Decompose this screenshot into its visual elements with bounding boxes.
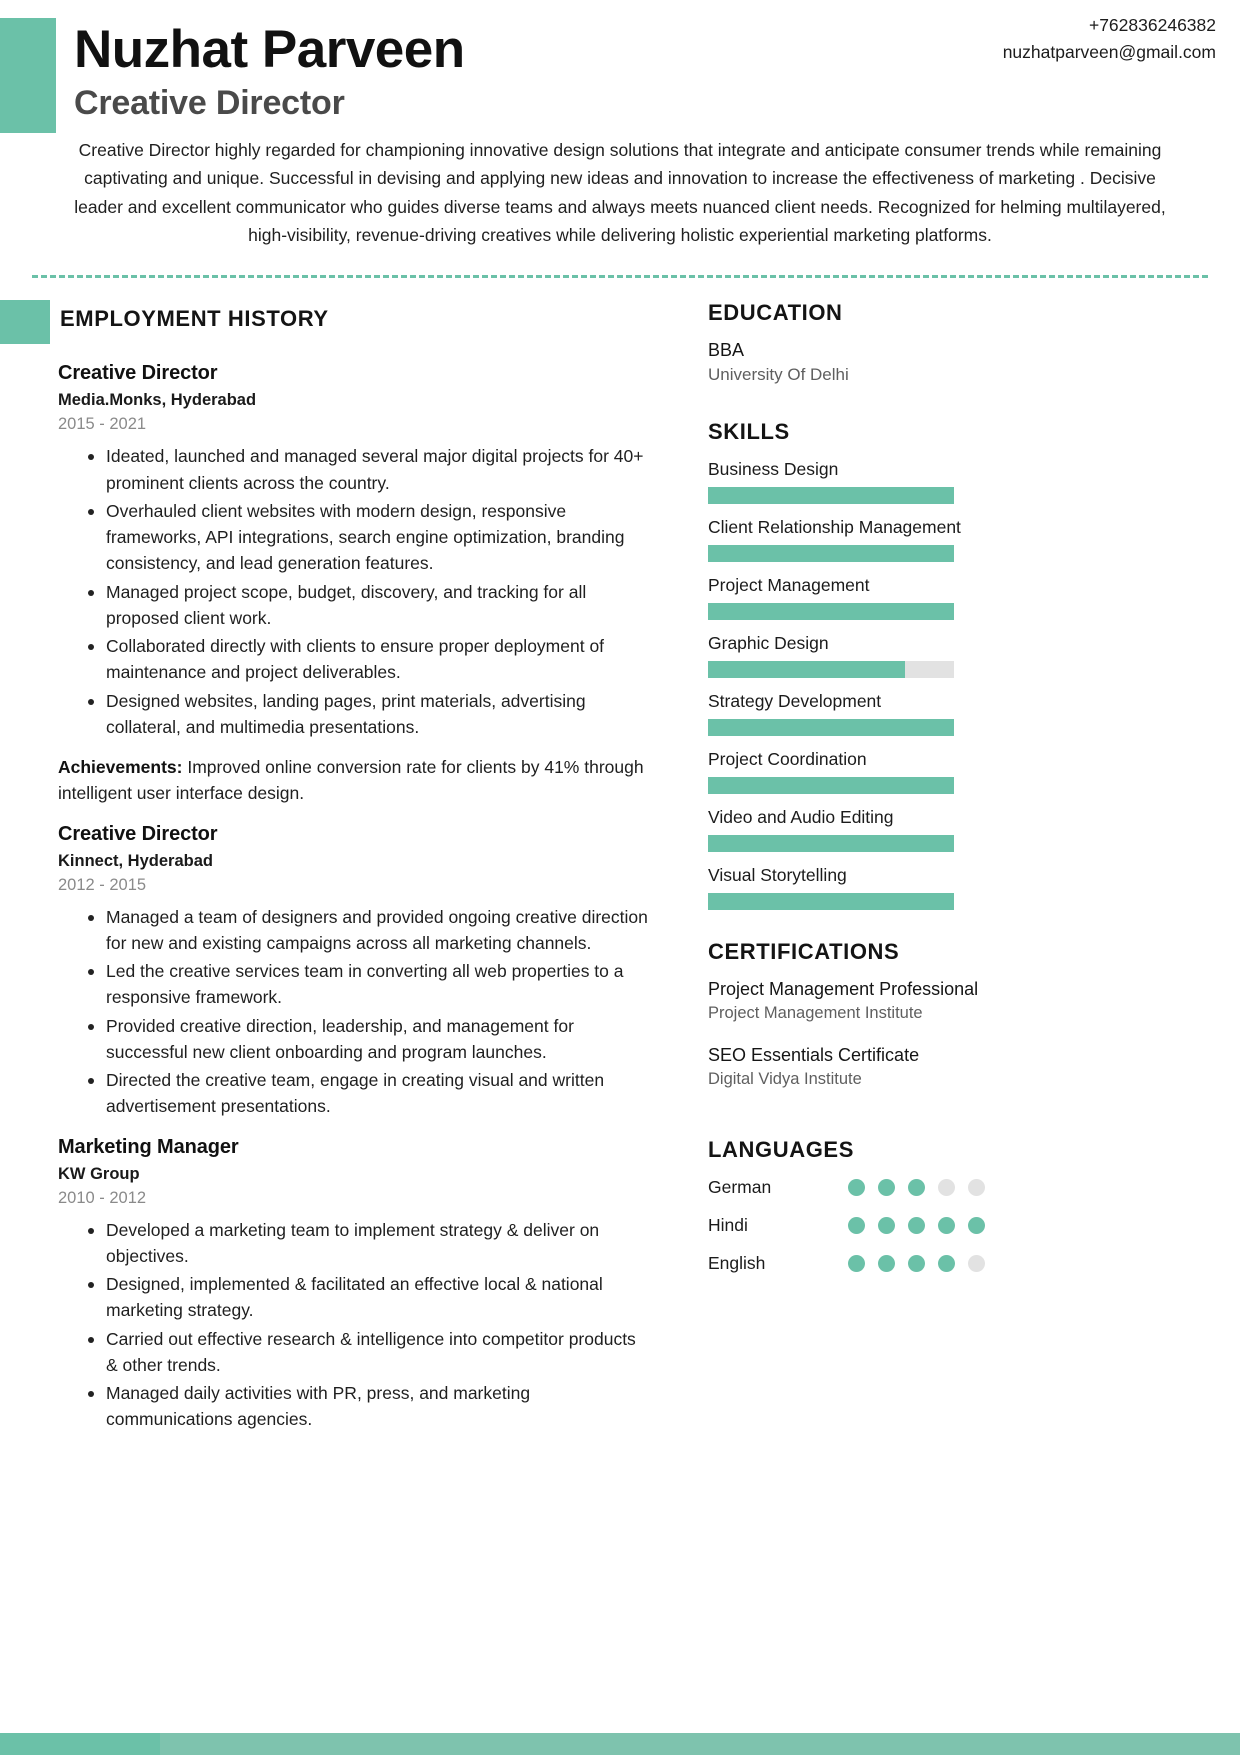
education-degree: BBA: [708, 340, 745, 361]
rating-dot-filled: [908, 1217, 925, 1234]
certification-org: Digital Vidya Institute: [708, 1070, 862, 1089]
job-bullet: Managed a team of designers and provided ongoing creative direction for new and existing campaigns across all marketing channels.: [88, 904, 652, 957]
footer-accent-left: [0, 1733, 160, 1755]
job-bullet: Designed websites, landing pages, print materials, advertising collateral, and multimedia presentations.: [88, 688, 652, 741]
skill-level-fill: [708, 545, 954, 562]
skill-level-fill: [708, 719, 954, 736]
employment-entry: [58, 1136, 700, 1433]
header-accent-block: [0, 18, 56, 133]
contact-block: [1003, 12, 1216, 66]
languages-section-title: LANGUAGES: [708, 1137, 854, 1163]
skill-row: [708, 459, 1204, 504]
skill-name: Visual Storytelling: [708, 865, 847, 886]
skill-level-bar: [708, 603, 954, 620]
candidate-name: Nuzhat Parveen: [74, 20, 465, 79]
employment-section-title: EMPLOYMENT HISTORY: [60, 306, 329, 332]
language-row: [708, 1215, 1204, 1236]
certification-entry: [708, 979, 1204, 1023]
rating-dot-filled: [938, 1217, 955, 1234]
certification-entry: [708, 1045, 1204, 1089]
job-company: Media.Monks, Hyderabad: [58, 391, 257, 410]
certifications-section-title: CERTIFICATIONS: [708, 939, 900, 965]
language-row: [708, 1253, 1204, 1274]
rating-dot-empty: [938, 1179, 955, 1196]
job-dates: 2010 - 2012: [58, 1188, 147, 1207]
skill-row: [708, 807, 1204, 852]
rating-dot-filled: [848, 1255, 865, 1272]
skill-level-bar: [708, 777, 954, 794]
skill-level-fill: [708, 487, 954, 504]
employment-entry: [58, 362, 700, 806]
skill-level-bar: [708, 487, 954, 504]
rating-dot-filled: [878, 1217, 895, 1234]
job-bullet: Led the creative services team in converting all web properties to a responsive framework.: [88, 958, 652, 1011]
job-bullet-list: [58, 904, 652, 1120]
rating-dot-filled: [878, 1179, 895, 1196]
skill-level-fill: [708, 661, 905, 678]
job-role: Creative Director: [58, 362, 218, 385]
rating-dot-empty: [968, 1179, 985, 1196]
job-bullet: Developed a marketing team to implement strategy & deliver on objectives.: [88, 1217, 652, 1270]
footer-accent-right: [160, 1733, 1240, 1755]
job-bullet: Carried out effective research & intelligence into competitor products & other trends.: [88, 1326, 652, 1379]
certification-name: SEO Essentials Certificate: [708, 1045, 920, 1066]
job-dates: 2015 - 2021: [58, 415, 147, 434]
rating-dot-filled: [878, 1255, 895, 1272]
resume-header: [0, 0, 1240, 120]
education-school: University Of Delhi: [708, 365, 849, 385]
job-bullet: Managed project scope, budget, discovery, and tracking for all proposed client work.: [88, 579, 652, 632]
employment-accent-block: [0, 300, 50, 344]
skills-section-title: SKILLS: [708, 419, 790, 445]
skill-name: Graphic Design: [708, 633, 829, 654]
job-company: Kinnect, Hyderabad: [58, 851, 213, 870]
language-rating-dots: [848, 1217, 985, 1234]
job-bullet: Managed daily activities with PR, press, and marketing communications agencies.: [88, 1380, 652, 1433]
job-achievements-text: Improved online conversion rate for clients by 41% through intelligent user interface design.: [58, 757, 644, 804]
education-entry: [708, 340, 1204, 385]
skill-name: Client Relationship Management: [708, 517, 961, 538]
job-achievements-label: Achievements:: [58, 757, 183, 778]
language-rating-dots: [848, 1179, 985, 1196]
skill-name: Project Coordination: [708, 749, 867, 770]
skill-level-bar: [708, 893, 954, 910]
right-column: [700, 300, 1240, 1434]
skill-name: Business Design: [708, 459, 839, 480]
rating-dot-filled: [908, 1255, 925, 1272]
certification-org: Project Management Institute: [708, 1004, 923, 1023]
rating-dot-filled: [938, 1255, 955, 1272]
job-bullet: Overhauled client websites with modern design, responsive frameworks, API integrations, search engine optimization, branding consistency, and lead generation features.: [88, 498, 652, 577]
rating-dot-filled: [968, 1217, 985, 1234]
skill-row: [708, 575, 1204, 620]
job-bullet: Ideated, launched and managed several major digital projects for 40+ prominent clients across the country.: [88, 443, 652, 496]
skill-row: [708, 865, 1204, 910]
footer-bar: [0, 1733, 1240, 1755]
job-dates: 2012 - 2015: [58, 875, 147, 894]
job-bullet-list: [58, 443, 652, 740]
employment-entry: [58, 823, 700, 1120]
professional-summary: Creative Director highly regarded for championing innovative design solutions that integrate and anticipate consumer trends while remaining captivating and unique. Successful in devising and applying new ideas and innovation to increase the effectiveness of marketing . Decisive leader and excellent communicator who guides diverse teams and always meets nuanced client needs. Recognized for helming multilayered, high-visibility, revenue-driving creatives while delivering holistic experiential marketing platforms.: [74, 140, 1166, 246]
resume-body: [0, 300, 1240, 1434]
job-role: Creative Director: [58, 822, 218, 845]
rating-dot-filled: [848, 1217, 865, 1234]
rating-dot-filled: [848, 1179, 865, 1196]
skill-level-bar: [708, 661, 954, 678]
skill-level-fill: [708, 893, 954, 910]
contact-email[interactable]: nuzhatparveen@gmail.com: [1002, 42, 1216, 63]
employment-section-header: [0, 300, 700, 346]
job-bullet: Directed the creative team, engage in creating visual and written advertisement presentations.: [88, 1067, 652, 1120]
languages-list: [708, 1177, 1204, 1274]
language-name: Hindi: [708, 1215, 748, 1236]
contact-phone[interactable]: +762836246382: [1088, 15, 1216, 35]
language-row: [708, 1177, 1204, 1198]
language-rating-dots: [848, 1255, 985, 1272]
certification-name: Project Management Professional: [708, 979, 979, 1000]
job-bullet: Collaborated directly with clients to ensure proper deployment of maintenance and project deliverables.: [88, 633, 652, 686]
education-section-title: EDUCATION: [708, 300, 843, 326]
education-list: [708, 340, 1204, 385]
skill-row: [708, 691, 1204, 736]
left-column: [0, 300, 700, 1434]
skill-row: [708, 749, 1204, 794]
skills-list: [708, 459, 1204, 910]
rating-dot-filled: [908, 1179, 925, 1196]
job-company: KW Group: [58, 1164, 140, 1183]
skill-row: [708, 517, 1204, 562]
skill-level-bar: [708, 835, 954, 852]
job-bullet: Provided creative direction, leadership, and management for successful new client onboarding and program launches.: [88, 1013, 652, 1066]
job-bullet: Designed, implemented & facilitated an effective local & national marketing strategy.: [88, 1271, 652, 1324]
skill-level-fill: [708, 777, 954, 794]
skill-row: [708, 633, 1204, 678]
certifications-list: [708, 979, 1204, 1089]
name-block: [74, 22, 465, 123]
candidate-title: Creative Director: [74, 83, 345, 122]
skill-name: Project Management: [708, 575, 870, 596]
job-bullet-list: [58, 1217, 652, 1433]
language-name: German: [708, 1177, 772, 1198]
skill-name: Strategy Development: [708, 691, 882, 712]
language-name: English: [708, 1253, 766, 1274]
job-role: Marketing Manager: [58, 1135, 239, 1158]
skill-level-fill: [708, 603, 954, 620]
job-achievements: [58, 754, 652, 807]
employment-list: [0, 362, 700, 1432]
skill-name: Video and Audio Editing: [708, 807, 894, 828]
rating-dot-empty: [968, 1255, 985, 1272]
skill-level-bar: [708, 545, 954, 562]
skill-level-bar: [708, 719, 954, 736]
section-divider: [32, 275, 1208, 278]
skill-level-fill: [708, 835, 954, 852]
